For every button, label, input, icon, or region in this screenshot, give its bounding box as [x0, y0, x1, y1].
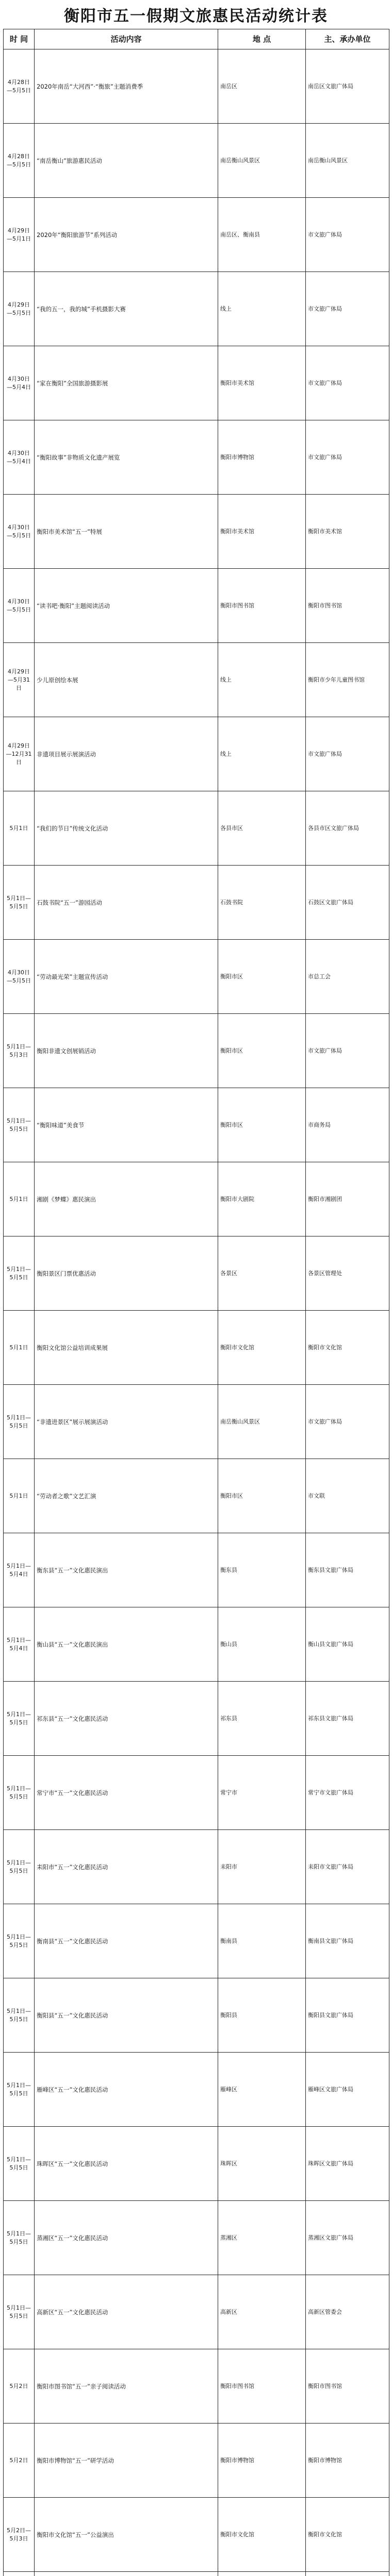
cell-time: 5月1日: [4, 1459, 35, 1533]
cell-time: 4月30日—5月4日: [4, 420, 35, 495]
cell-time: 5月1日—5月4日: [4, 1607, 35, 1682]
header-content: 活动内容: [35, 29, 218, 49]
table-row: [4, 1904, 389, 1978]
cell-time: 4月30日—5月4日: [4, 346, 35, 420]
table-row: [4, 2053, 389, 2127]
table-row: [4, 2572, 389, 2576]
table-row: [4, 2349, 389, 2424]
cell-content: 珠晖区“五一”文化惠民活动: [35, 2127, 218, 2201]
cell-content: “衡阳味道”美食节: [35, 1088, 218, 1162]
cell-organizer: 衡阳市美术馆: [306, 495, 389, 569]
cell-organizer: 市文旅广体局: [306, 420, 389, 495]
cell-organizer: 衡山县文旅广体局: [306, 1607, 389, 1682]
cell-content: 衡东县“五一”文化惠民演出: [35, 1533, 218, 1607]
cell-time: 4月29日—5月31日: [4, 643, 35, 717]
cell-content: 衡阳景区门票优惠活动: [35, 1236, 218, 1311]
cell-place: 线上: [218, 643, 306, 717]
cell-organizer: 各景区管理处: [306, 1236, 389, 1311]
table-row: [4, 940, 389, 1014]
cell-time: 4月30日—5月5日: [4, 940, 35, 1014]
cell-place: 衡阳市区: [218, 940, 306, 1014]
header-row: [4, 29, 389, 49]
cell-organizer: 衡东县文旅广体局: [306, 1533, 389, 1607]
cell-content: “劳动者之歌”文艺汇演: [35, 1459, 218, 1533]
cell-organizer: 各县市区文旅广体局: [306, 791, 389, 866]
table-row: [4, 2201, 389, 2275]
cell-time: 5月1日—5月5日: [4, 1236, 35, 1311]
table-row: [4, 124, 389, 198]
cell-content: 衡阳市博物馆“五一”研学活动: [35, 2424, 218, 2498]
cell-place: 各景区: [218, 1236, 306, 1311]
cell-content: 蒸湘区“五一”文化惠民活动: [35, 2201, 218, 2275]
table-row: [4, 1682, 389, 1756]
table-row: [4, 569, 389, 643]
cell-time: 5月1日—5月5日: [4, 1756, 35, 1830]
cell-place: 衡阳市美术馆: [218, 495, 306, 569]
table-body: [4, 49, 389, 2576]
cell-place: 常宁市: [218, 1756, 306, 1830]
table-row: [4, 1978, 389, 2053]
cell-organizer: 衡阳市湘剧团: [306, 1162, 389, 1236]
cell-organizer: 市文旅广体局: [306, 1014, 389, 1088]
cell-time: 5月1日—5月4日: [4, 1533, 35, 1607]
cell-content: 衡阳市文化馆“五一”公益演出: [35, 2498, 218, 2572]
table-row: [4, 272, 389, 346]
cell-time: 4月30日—5月5日: [4, 495, 35, 569]
table-row: [4, 346, 389, 420]
cell-organizer: 南岳区文旅广体局: [306, 49, 389, 124]
cell-place: 衡东县: [218, 1533, 306, 1607]
table-row: [4, 1385, 389, 1459]
cell-place: 雁峰区: [218, 2053, 306, 2127]
cell-place: 耒阳市: [218, 1830, 306, 1904]
cell-time: 5月1日—5月3日: [4, 1014, 35, 1088]
cell-time: 5月1日—5月5日: [4, 2275, 35, 2349]
cell-time: 5月1日—5月5日: [4, 1978, 35, 2053]
table-row: [4, 2424, 389, 2498]
cell-content: 祁东县“五一”文化惠民活动: [35, 1682, 218, 1756]
cell-place: 衡阳市文化馆: [218, 2498, 306, 2572]
cell-place: 衡山县: [218, 1607, 306, 1682]
table-row: [4, 2127, 389, 2201]
table-row: [4, 420, 389, 495]
cell-time: 5月1日—5月5日: [4, 1830, 35, 1904]
cell-organizer: 市总工会: [306, 940, 389, 1014]
cell-organizer: 高新区管委会: [306, 2275, 389, 2349]
cell-content: “非遗进景区”展示展演活动: [35, 1385, 218, 1459]
cell-organizer: 衡阳县文旅广体局: [306, 1978, 389, 2053]
cell-organizer: [306, 2572, 389, 2576]
cell-place: 各县市区: [218, 791, 306, 866]
cell-organizer: 耒阳市文旅广体局: [306, 1830, 389, 1904]
cell-content: 雁峰区“五一”文化惠民活动: [35, 2053, 218, 2127]
cell-content: 耒阳市“五一”文化惠民活动: [35, 1830, 218, 1904]
cell-organizer: 石鼓区文旅广体局: [306, 866, 389, 940]
cell-content: 衡阳市美术馆“五一”特展: [35, 495, 218, 569]
cell-organizer: 市文旅广体局: [306, 198, 389, 272]
cell-organizer: 蒸湘区文旅广体局: [306, 2201, 389, 2275]
cell-place: 衡阳市图书馆: [218, 2349, 306, 2424]
table-row: [4, 1014, 389, 1088]
cell-content: 衡阳文化馆公益培训成果展: [35, 1311, 218, 1385]
header-time: 时 间: [4, 29, 35, 49]
cell-time: 5月1日: [4, 791, 35, 866]
header-place: 地 点: [218, 29, 306, 49]
cell-time: 5月2日: [4, 2349, 35, 2424]
cell-place: 衡阳市美术馆: [218, 346, 306, 420]
cell-time: 5月2日: [4, 2424, 35, 2498]
cell-place: 衡阳市文化馆: [218, 1311, 306, 1385]
cell-content: 少儿原创绘本展: [35, 643, 218, 717]
page-title: 衡阳市五一假期文旅惠民活动统计表: [64, 7, 328, 25]
table-row: [4, 1756, 389, 1830]
cell-place: 南岳衡山风景区: [218, 1385, 306, 1459]
cell-content: 石鼓书院“五一”游园活动: [35, 866, 218, 940]
cell-place: [218, 2572, 306, 2576]
cell-time: 4月29日—12月31日: [4, 717, 35, 791]
cell-organizer: 市文旅广体局: [306, 717, 389, 791]
cell-place: 石鼓书院: [218, 866, 306, 940]
table-row: [4, 49, 389, 124]
cell-place: 衡阳县: [218, 1978, 306, 2053]
cell-content: “家在衡阳”全国旅游摄影展: [35, 346, 218, 420]
table-row: [4, 1607, 389, 1682]
cell-content: 2020年南岳“大河西”·“衡旅”主题消费季: [35, 49, 218, 124]
cell-time: 4月28日—5月5日: [4, 49, 35, 124]
cell-place: 线上: [218, 717, 306, 791]
cell-place: 衡南县: [218, 1904, 306, 1978]
cell-content: “劳动最光荣”主题宣传活动: [35, 940, 218, 1014]
cell-organizer: 市文旅广体局: [306, 1385, 389, 1459]
header-organizer: 主、承办单位: [306, 29, 389, 49]
cell-content: 湘剧《梦蝶》惠民演出: [35, 1162, 218, 1236]
cell-place: 珠晖区: [218, 2127, 306, 2201]
cell-organizer: 市文联: [306, 1459, 389, 1533]
cell-organizer: 衡阳市文化馆: [306, 1311, 389, 1385]
cell-place: 高新区: [218, 2275, 306, 2349]
cell-place: 衡阳市博物馆: [218, 420, 306, 495]
table-row: [4, 198, 389, 272]
table-row: [4, 2275, 389, 2349]
cell-place: 线上: [218, 272, 306, 346]
cell-organizer: 衡阳市图书馆: [306, 569, 389, 643]
cell-place: 祁东县: [218, 1682, 306, 1756]
table-row: [4, 1830, 389, 1904]
cell-content: 衡山县“五一”文化惠民演出: [35, 1607, 218, 1682]
cell-content: 常宁市“五一”文化惠民活动: [35, 1756, 218, 1830]
cell-content: 衡阳县“五一”文化惠民活动: [35, 1978, 218, 2053]
cell-organizer: 衡阳市图书馆: [306, 2349, 389, 2424]
cell-time: 5月1日—5月5日: [4, 866, 35, 940]
table-row: [4, 643, 389, 717]
cell-content: [35, 2572, 218, 2576]
cell-place: 南岳区: [218, 49, 306, 124]
table-row: [4, 866, 389, 940]
cell-time: 5月1日—5月5日: [4, 2053, 35, 2127]
cell-content: “我们的节日”传统文化活动: [35, 791, 218, 866]
cell-organizer: 珠晖区文旅广体局: [306, 2127, 389, 2201]
cell-organizer: 祁东县文旅广体局: [306, 1682, 389, 1756]
cell-time: 4月30日—5月5日: [4, 569, 35, 643]
cell-place: 衡阳市区: [218, 1014, 306, 1088]
cell-time: 5月1日—5月5日: [4, 1088, 35, 1162]
activity-table: [3, 29, 389, 2576]
cell-place: 衡阳市区: [218, 1459, 306, 1533]
cell-content: 高新区“五一”文化惠民活动: [35, 2275, 218, 2349]
cell-organizer: 南岳衡山风景区: [306, 124, 389, 198]
cell-organizer: 雁峰区文旅广体局: [306, 2053, 389, 2127]
cell-content: 衡阳非遗文创展销活动: [35, 1014, 218, 1088]
cell-content: 衡阳市图书馆“五一”亲子阅读活动: [35, 2349, 218, 2424]
cell-organizer: 衡阳市博物馆: [306, 2424, 389, 2498]
cell-time: 5月1日—5月5日: [4, 2201, 35, 2275]
table-row: [4, 1311, 389, 1385]
cell-time: 4月29日—5月5日: [4, 272, 35, 346]
table-row: [4, 2498, 389, 2572]
cell-content: “衡阳故事”非物质文化遗产展览: [35, 420, 218, 495]
cell-organizer: 衡阳市文化馆: [306, 2498, 389, 2572]
cell-content: “我的五一，我的城”手机摄影大赛: [35, 272, 218, 346]
cell-content: 衡南县“五一”文化惠民活动: [35, 1904, 218, 1978]
table-row: [4, 1236, 389, 1311]
cell-place: 南岳衡山风景区: [218, 124, 306, 198]
cell-place: 衡阳市博物馆: [218, 2424, 306, 2498]
cell-content: “南岳衡山”旅游惠民活动: [35, 124, 218, 198]
cell-organizer: 市文旅广体局: [306, 346, 389, 420]
cell-content: “读书吧·衡阳”主题阅读活动: [35, 569, 218, 643]
table-row: [4, 1459, 389, 1533]
table-row: [4, 791, 389, 866]
cell-organizer: 市文旅广体局: [306, 272, 389, 346]
table-row: [4, 717, 389, 791]
cell-time: 5月1日: [4, 1162, 35, 1236]
table-row: [4, 1088, 389, 1162]
cell-organizer: 常宁市文旅广体局: [306, 1756, 389, 1830]
cell-time: 4月29日—5月1日: [4, 198, 35, 272]
cell-place: 衡阳市区: [218, 1088, 306, 1162]
cell-time: 5月1日: [4, 1311, 35, 1385]
cell-content: 非遗项目展示展演活动: [35, 717, 218, 791]
cell-place: 衡阳市大剧院: [218, 1162, 306, 1236]
cell-place: 衡阳市图书馆: [218, 569, 306, 643]
table-row: [4, 1162, 389, 1236]
cell-organizer: 衡南县文旅广体局: [306, 1904, 389, 1978]
cell-content: 2020年“衡阳旅游节”系列活动: [35, 198, 218, 272]
cell-place: 南岳区、衡南县: [218, 198, 306, 272]
cell-place: 蒸湘区: [218, 2201, 306, 2275]
cell-time: 5月1日—5月5日: [4, 1682, 35, 1756]
cell-time: 4月28日—5月5日: [4, 124, 35, 198]
cell-time: 5月1日—5月5日: [4, 2127, 35, 2201]
cell-time: 5月1日—5月5日: [4, 1385, 35, 1459]
table-row: [4, 1533, 389, 1607]
table-header: [4, 29, 389, 49]
cell-time: [4, 2572, 35, 2576]
cell-time: 5月1日—5月5日: [4, 1904, 35, 1978]
cell-time: 5月2日—5月3日: [4, 2498, 35, 2572]
cell-organizer: 衡阳市少年儿童图书馆: [306, 643, 389, 717]
cell-organizer: 市商务局: [306, 1088, 389, 1162]
table-row: [4, 495, 389, 569]
